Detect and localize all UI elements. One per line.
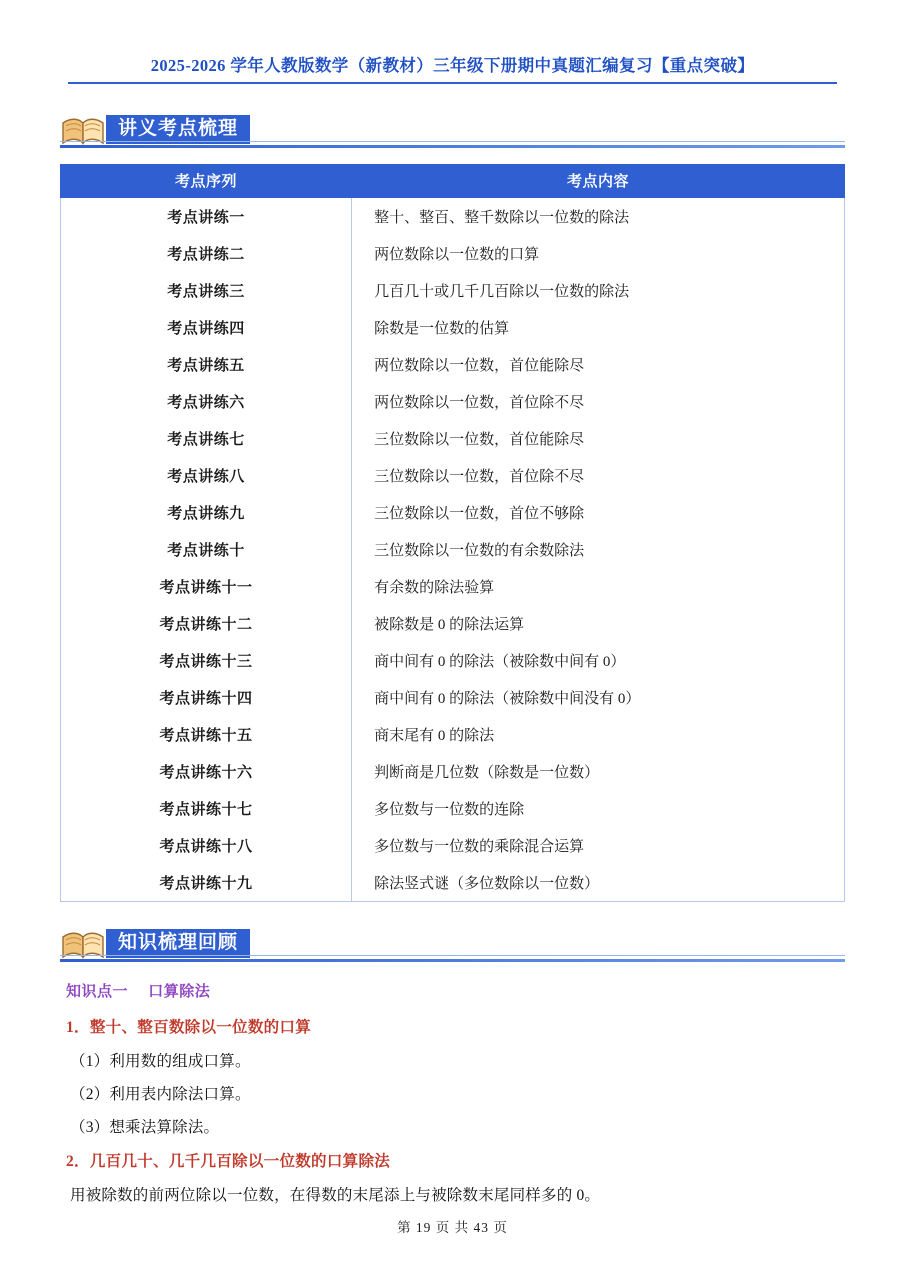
document-title: 2025-2026 学年人教版数学（新教材）三年级下册期中真题汇编复习【重点突破】 — [150, 56, 755, 75]
section-title-review: 知识梳理回顾 — [106, 929, 250, 958]
banner-thin-rule — [60, 955, 845, 956]
body-line: 用被除数的前两位除以一位数，在得数的末尾添上与被除数末尾同样多的 0。 — [70, 1187, 601, 1204]
point-sequence: 考点讲练十九 — [61, 864, 352, 902]
point-content: 两位数除以一位数的口算 — [352, 235, 845, 272]
table-row — [61, 346, 845, 383]
point-content: 整十、整百、整千数除以一位数的除法 — [352, 198, 845, 236]
point-sequence: 考点讲练十一 — [61, 568, 352, 605]
table-row — [61, 420, 845, 457]
numbered-heading-1: 1．整十、整百数除以一位数的口算 — [66, 1019, 312, 1036]
point-content: 两位数除以一位数，首位能除尽 — [352, 346, 845, 383]
point-sequence: 考点讲练二 — [61, 235, 352, 272]
body-line: （3）想乘法算除法。 — [70, 1119, 220, 1136]
table-row — [61, 531, 845, 568]
point-sequence: 考点讲练十 — [61, 531, 352, 568]
table-header-row — [61, 165, 845, 198]
point-sequence: 考点讲练十六 — [61, 753, 352, 790]
point-content: 有余数的除法验算 — [352, 568, 845, 605]
point-sequence: 考点讲练五 — [61, 346, 352, 383]
numbered-heading-2: 2．几百几十、几千几百除以一位数的口算除法 — [66, 1153, 391, 1170]
table-row — [61, 198, 845, 236]
knowledge-point-label: 知识点一 — [66, 984, 129, 1000]
table-row — [61, 457, 845, 494]
table-row — [61, 272, 845, 309]
point-sequence: 考点讲练十七 — [61, 790, 352, 827]
point-sequence: 考点讲练十四 — [61, 679, 352, 716]
table-row — [61, 568, 845, 605]
point-sequence: 考点讲练十三 — [61, 642, 352, 679]
table-header-content: 考点内容 — [352, 165, 845, 198]
section-banner-outline — [60, 110, 845, 150]
point-sequence: 考点讲练十二 — [61, 605, 352, 642]
point-sequence: 考点讲练十五 — [61, 716, 352, 753]
point-content: 除数是一位数的估算 — [352, 309, 845, 346]
point-content: 两位数除以一位数，首位除不尽 — [352, 383, 845, 420]
point-sequence: 考点讲练四 — [61, 309, 352, 346]
point-content: 三位数除以一位数，首位除不尽 — [352, 457, 845, 494]
body-line: （1）利用数的组成口算。 — [70, 1053, 251, 1070]
body-line: （2）利用表内除法口算。 — [70, 1086, 251, 1103]
point-content: 三位数除以一位数，首位不够除 — [352, 494, 845, 531]
point-content: 多位数与一位数的连除 — [352, 790, 845, 827]
table-row — [61, 309, 845, 346]
banner-rule — [60, 145, 845, 148]
point-content: 除法竖式谜（多位数除以一位数） — [352, 864, 845, 902]
page-footer: 第 19 页 共 43 页 — [397, 1220, 508, 1235]
point-sequence: 考点讲练七 — [61, 420, 352, 457]
point-content: 三位数除以一位数的有余数除法 — [352, 531, 845, 568]
table-header-sequence: 考点序列 — [61, 165, 352, 198]
table-row — [61, 642, 845, 679]
point-content: 判断商是几位数（除数是一位数） — [352, 753, 845, 790]
point-sequence: 考点讲练九 — [61, 494, 352, 531]
open-book-icon — [60, 114, 106, 148]
table-row — [61, 716, 845, 753]
point-content: 被除数是 0 的除法运算 — [352, 605, 845, 642]
point-sequence: 考点讲练三 — [61, 272, 352, 309]
banner-rule — [60, 959, 845, 962]
table-row — [61, 679, 845, 716]
exam-points-table — [60, 164, 845, 902]
point-sequence: 考点讲练六 — [61, 383, 352, 420]
point-content: 三位数除以一位数，首位能除尽 — [352, 420, 845, 457]
point-content: 商末尾有 0 的除法 — [352, 716, 845, 753]
point-content: 几百几十或几千几百除以一位数的除法 — [352, 272, 845, 309]
table-row — [61, 864, 845, 902]
point-sequence: 考点讲练八 — [61, 457, 352, 494]
table-row — [61, 827, 845, 864]
table-row — [61, 753, 845, 790]
knowledge-point-name: 口算除法 — [148, 984, 211, 1000]
exam-points-body — [61, 198, 845, 902]
section-title-outline: 讲义考点梳理 — [106, 115, 250, 144]
table-row — [61, 790, 845, 827]
open-book-icon — [60, 928, 106, 962]
point-sequence: 考点讲练十八 — [61, 827, 352, 864]
table-row — [61, 383, 845, 420]
table-row — [61, 235, 845, 272]
knowledge-point-heading — [66, 980, 845, 1001]
table-row — [61, 494, 845, 531]
banner-thin-rule — [60, 141, 845, 142]
point-content: 商中间有 0 的除法（被除数中间有 0） — [352, 642, 845, 679]
point-content: 多位数与一位数的乘除混合运算 — [352, 827, 845, 864]
document-header — [68, 52, 837, 84]
table-row — [61, 605, 845, 642]
point-sequence: 考点讲练一 — [61, 198, 352, 236]
section-banner-review — [60, 924, 845, 964]
point-content: 商中间有 0 的除法（被除数中间没有 0） — [352, 679, 845, 716]
